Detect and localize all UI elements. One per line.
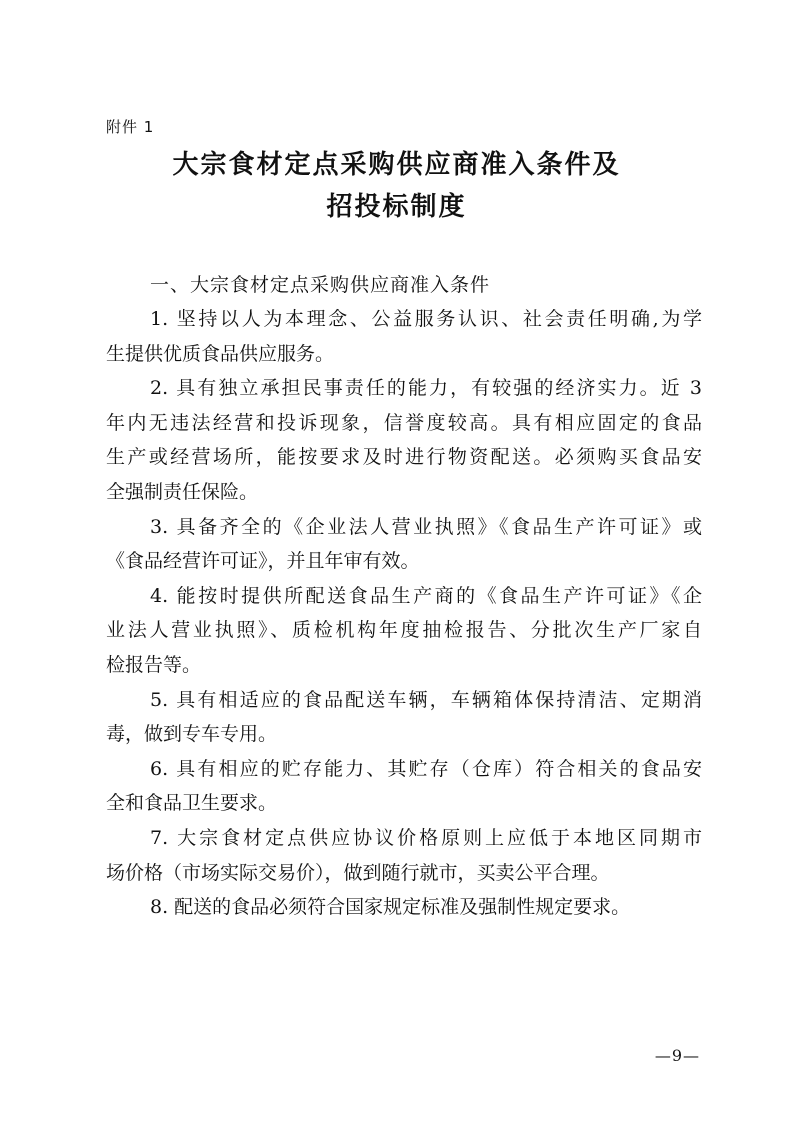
paragraph-line: 4. 能按时提供所配送食品生产商的《食品生产许可证》《企 <box>150 584 702 607</box>
paragraph-line: 1. 坚持以人为本理念、公益服务认识、社会责任明确,为学 <box>150 308 702 330</box>
document-body <box>106 268 702 925</box>
document-title-line-2: 招投标制度 <box>326 192 467 222</box>
paragraph-line: 2. 具有独立承担民事责任的能力，有较强的经济实力。近 3 <box>150 377 702 400</box>
paragraph-line: 8. 配送的食品必须符合国家规定标准及强制性规定要求。 <box>150 896 631 919</box>
paragraph-1 <box>106 302 702 371</box>
document-title-line-1: 大宗食材定点采购供应商准入条件及 <box>172 150 621 180</box>
paragraph-3 <box>106 510 702 579</box>
paragraph-line: 检报告等。 <box>106 653 202 676</box>
paragraph-line: 全强制责任保险。 <box>106 480 259 503</box>
paragraph-line: 7. 大宗食材定点供应协议价格原则上应低于本地区同期市 <box>150 826 702 849</box>
paragraph-2 <box>106 371 702 509</box>
paragraph-4 <box>106 579 702 683</box>
paragraph-line: 生提供优质食品供应服务。 <box>106 342 335 365</box>
paragraph-5 <box>106 683 702 752</box>
attachment-label: 附件 1 <box>106 118 155 136</box>
paragraph-7 <box>106 821 702 890</box>
paragraph-line: 年内无违法经营和投诉现象，信誉度较高。具有相应固定的食品 <box>106 411 702 434</box>
paragraph-line: 《食品经营许可证》，并且年审有效。 <box>106 550 420 573</box>
paragraph-line: 毒，做到专车专用。 <box>106 723 278 746</box>
paragraph-line: 场价格（市场实际交易价），做到随行就市，买卖公平合理。 <box>106 861 610 884</box>
paragraph-line: 5. 具有相适应的食品配送车辆，车辆箱体保持清洁、定期消 <box>150 688 702 711</box>
section-heading: 一、大宗食材定点采购供应商准入条件 <box>150 274 491 296</box>
page-number: —9— <box>654 1046 700 1065</box>
paragraph-line: 3. 具备齐全的《企业法人营业执照》《食品生产许可证》或 <box>150 515 702 538</box>
paragraph-8 <box>106 890 702 925</box>
paragraph-line: 全和食品卫生要求。 <box>106 792 278 815</box>
paragraph-6 <box>106 752 702 821</box>
paragraph-line: 6. 具有相应的贮存能力、其贮存（仓库）符合相关的食品安 <box>150 757 702 780</box>
paragraph-line: 业法人营业执照》、质检机构年度抽检报告、分批次生产厂家自 <box>106 619 702 642</box>
paragraph-line: 生产或经营场所，能按要求及时进行物资配送。必须购买食品安 <box>106 446 702 469</box>
